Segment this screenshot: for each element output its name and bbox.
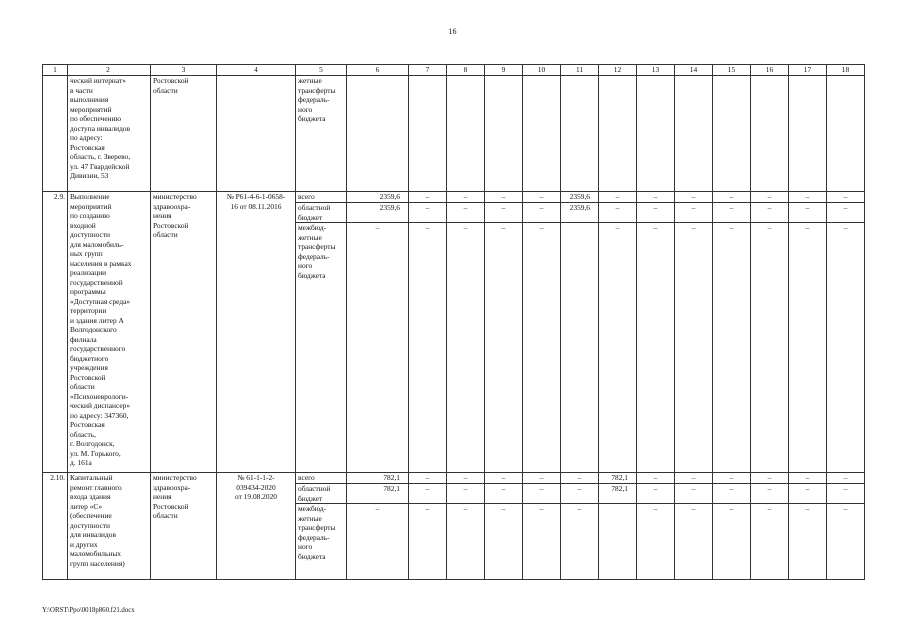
year-value: – [523,192,561,203]
col-header: 15 [713,65,751,76]
col-header: 9 [485,65,523,76]
page-number: 16 [448,27,457,36]
year-value: – [713,223,751,473]
year-value: – [675,504,713,580]
year-value: – [827,473,865,484]
year-value: – [561,484,599,504]
year-value: – [713,192,751,203]
year-value: – [751,473,789,484]
year-value [599,504,637,580]
year-value: – [447,192,485,203]
total-value: 2359,6 [347,203,409,223]
year-value: – [789,484,827,504]
col-header: 13 [637,65,675,76]
col-header: 12 [599,65,637,76]
header-row [43,65,865,76]
year-value: – [789,223,827,473]
year-value: – [447,484,485,504]
row-number: 2.10. [43,473,68,580]
funding-source: всего [296,473,347,484]
year-value: – [409,473,447,484]
year-value: – [637,484,675,504]
funding-source: всего [296,192,347,203]
year-value: – [447,473,485,484]
year-value: – [637,223,675,473]
year-value: 782,1 [599,484,637,504]
measure-name: Капитальный ремонт главного входа здания литер «С» (обеспечение доступности для инвалидов и других маломобильных групп населения) [68,473,151,580]
col-header: 4 [217,65,296,76]
col-header: 16 [751,65,789,76]
year-value: – [751,192,789,203]
year-value: – [675,192,713,203]
col-header: 5 [296,65,347,76]
col-header: 3 [151,65,217,76]
year-value: – [637,504,675,580]
year-value: – [485,203,523,223]
year-value: – [675,203,713,223]
year-value: – [675,484,713,504]
year-value: – [827,484,865,504]
total-value: 782,1 [347,484,409,504]
col-header: 14 [675,65,713,76]
total-value: – [347,504,409,580]
year-value [561,223,599,473]
funding-source: областной бюджет [296,203,347,223]
year-value: – [485,473,523,484]
year-value: – [637,192,675,203]
year-value: – [827,223,865,473]
year-value: – [713,473,751,484]
document-ref: № Р61-4-6-1-0658- 16 от 08.11.2016 [217,192,296,473]
year-value: – [561,473,599,484]
year-value: – [409,484,447,504]
year-value: – [713,203,751,223]
year-value: – [409,203,447,223]
measure-name: ческий интернат» в части выполнения мероприятий по обеспечению доступа инвалидов по адресу: Ростовская область, г. Зверево, ул. 47 Гвардейской Дивизии, 53 [68,76,151,192]
program-table [42,64,865,580]
year-value: – [523,223,561,473]
file-path-footer: Y:\ORST\Ppo\0018p860.f21.docx [42,607,135,614]
year-value: – [561,504,599,580]
year-value: – [713,504,751,580]
total-value: 2359,6 [347,192,409,203]
year-value: – [447,223,485,473]
executor: министерство здравоохра- нения Ростовской области [151,192,217,473]
year-value: – [751,504,789,580]
cell [217,76,296,192]
year-value: – [523,473,561,484]
year-value: – [827,203,865,223]
year-value: – [485,223,523,473]
year-value: 2359,6 [561,192,599,203]
col-header: 7 [409,65,447,76]
year-value: – [409,223,447,473]
year-value: – [523,504,561,580]
year-value: – [789,192,827,203]
document-ref: № 61-1-1-2- 039434-2020 от 19.08.2020 [217,473,296,580]
col-header: 18 [827,65,865,76]
funding-source: межбюд- жетные трансферты федераль- ного бюджета [296,223,347,473]
table-row [43,473,865,484]
year-value: – [447,203,485,223]
year-value: – [751,484,789,504]
cell [43,76,68,192]
col-header: 17 [789,65,827,76]
year-value: – [523,484,561,504]
year-value: – [447,504,485,580]
executor: министерство здравоохра- нения Ростовской области [151,473,217,580]
year-value: – [713,484,751,504]
year-value: – [599,192,637,203]
year-value: – [409,504,447,580]
year-value: – [599,203,637,223]
year-value: – [751,203,789,223]
year-value: – [523,203,561,223]
year-value: – [751,223,789,473]
year-value: – [637,203,675,223]
year-value: – [485,504,523,580]
col-header: 8 [447,65,485,76]
table-row [43,192,865,203]
year-value: – [409,192,447,203]
funding-source: областной бюджет [296,484,347,504]
continuation-row [43,76,865,192]
year-value: – [485,192,523,203]
row-number: 2.9. [43,192,68,473]
year-value: – [485,484,523,504]
year-value: 2359,6 [561,203,599,223]
total-value: – [347,223,409,473]
year-value: – [827,504,865,580]
col-header: 2 [68,65,151,76]
funding-source: межбюд- жетные трансферты федераль- ного бюджета [296,504,347,580]
col-header: 10 [523,65,561,76]
year-value: – [789,203,827,223]
col-header: 6 [347,65,409,76]
year-value: – [789,504,827,580]
year-value: – [827,192,865,203]
year-value: – [637,473,675,484]
year-value: 782,1 [599,473,637,484]
col-header: 1 [43,65,68,76]
year-value: – [789,473,827,484]
executor: Ростовской области [151,76,217,192]
year-value: – [675,223,713,473]
year-value: – [675,473,713,484]
measure-name: Выполнение мероприятий по созданию входной доступности для маломобиль- ных групп населения в рамках реализации государственной программы «Доступная среда» территории и здания литер А Волгодонского филиала государственного бюджетного учреждения Ростовской области «Психоневрологи- ческий диспансер» по адресу: 347360, Ростовская область, г. Волгодонск, ул. М. Горького, д. 161а [68,192,151,473]
funding-source: жетные трансферты федераль- ного бюджета [296,76,347,192]
year-value: – [599,223,637,473]
total-value: 782,1 [347,473,409,484]
col-header: 11 [561,65,599,76]
